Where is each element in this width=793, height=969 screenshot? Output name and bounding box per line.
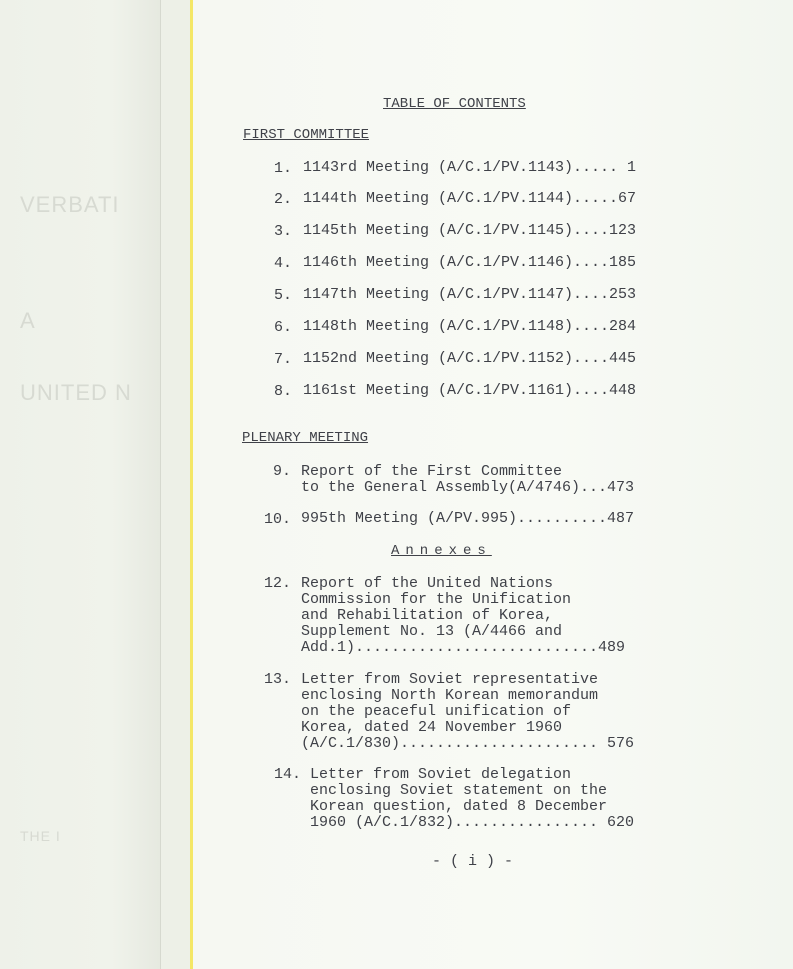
list-item-text: 1144th Meeting (A/C.1/PV.1144).....67 bbox=[303, 190, 637, 207]
section-annexes: Annexes bbox=[391, 543, 492, 559]
ghost-text-verbatim: VERBATI bbox=[20, 192, 120, 217]
list-item-text: 1147th Meeting (A/C.1/PV.1147)....253 bbox=[303, 286, 637, 303]
list-item-number: 8. bbox=[273, 383, 292, 400]
list-item-text: 1146th Meeting (A/C.1/PV.1146)....185 bbox=[303, 254, 637, 271]
list-item-number: 9. bbox=[272, 463, 291, 480]
list-item-number: 2. bbox=[273, 191, 292, 208]
ghost-text-united: UNITED N bbox=[20, 380, 132, 405]
list-item-number: 3. bbox=[273, 223, 292, 240]
page-number: - ( i ) - bbox=[432, 853, 514, 870]
list-item-number: 5. bbox=[273, 287, 292, 304]
list-item-text: Report of the First Committee to the General Assembly(A/4746)...473 bbox=[301, 463, 635, 496]
ghost-text-the: THE I bbox=[20, 828, 61, 844]
list-item-number: 10. bbox=[263, 511, 291, 528]
list-item-number: 6. bbox=[273, 319, 292, 336]
list-item-number: 12. bbox=[263, 575, 291, 592]
list-item-text: Letter from Soviet delegation enclosing Soviet statement on the Korean question, dated 8 December 1960 (A/C.1/832)................ 620 bbox=[310, 766, 635, 831]
section-first-committee: FIRST COMMITTEE bbox=[243, 127, 370, 143]
list-item-text: 1161st Meeting (A/C.1/PV.1161)....448 bbox=[303, 382, 637, 399]
list-item-text: 1152nd Meeting (A/C.1/PV.1152)....445 bbox=[303, 350, 637, 367]
left-page-edge bbox=[160, 0, 191, 969]
page-title: TABLE OF CONTENTS bbox=[383, 96, 526, 112]
list-item-number: 4. bbox=[273, 255, 292, 272]
list-item-number: 1. bbox=[273, 160, 292, 177]
list-item-number: 14. bbox=[273, 766, 301, 783]
left-background-page bbox=[0, 0, 160, 969]
list-item-text: Letter from Soviet representative enclosing North Korean memorandum on the peaceful unification of Korea, dated 24 November 1960 (A/C.1/830)...................... 576 bbox=[301, 671, 635, 752]
list-item-number: 13. bbox=[263, 671, 291, 688]
list-item-text: 1148th Meeting (A/C.1/PV.1148)....284 bbox=[303, 318, 637, 335]
list-item-text: 1145th Meeting (A/C.1/PV.1145)....123 bbox=[303, 222, 637, 239]
list-item-text: 1143rd Meeting (A/C.1/PV.1143)..... 1 bbox=[303, 159, 637, 176]
ghost-text-a: A bbox=[20, 308, 36, 333]
list-item-text: Report of the United Nations Commission for the Unification and Rehabilitation of Korea, Supplement No. 13 (A/4466 and Add.1)...........................489 bbox=[301, 575, 626, 656]
list-item-number: 7. bbox=[273, 351, 292, 368]
section-plenary-meeting: PLENARY MEETING bbox=[242, 430, 369, 446]
list-item-text: 995th Meeting (A/PV.995)..........487 bbox=[301, 510, 635, 527]
